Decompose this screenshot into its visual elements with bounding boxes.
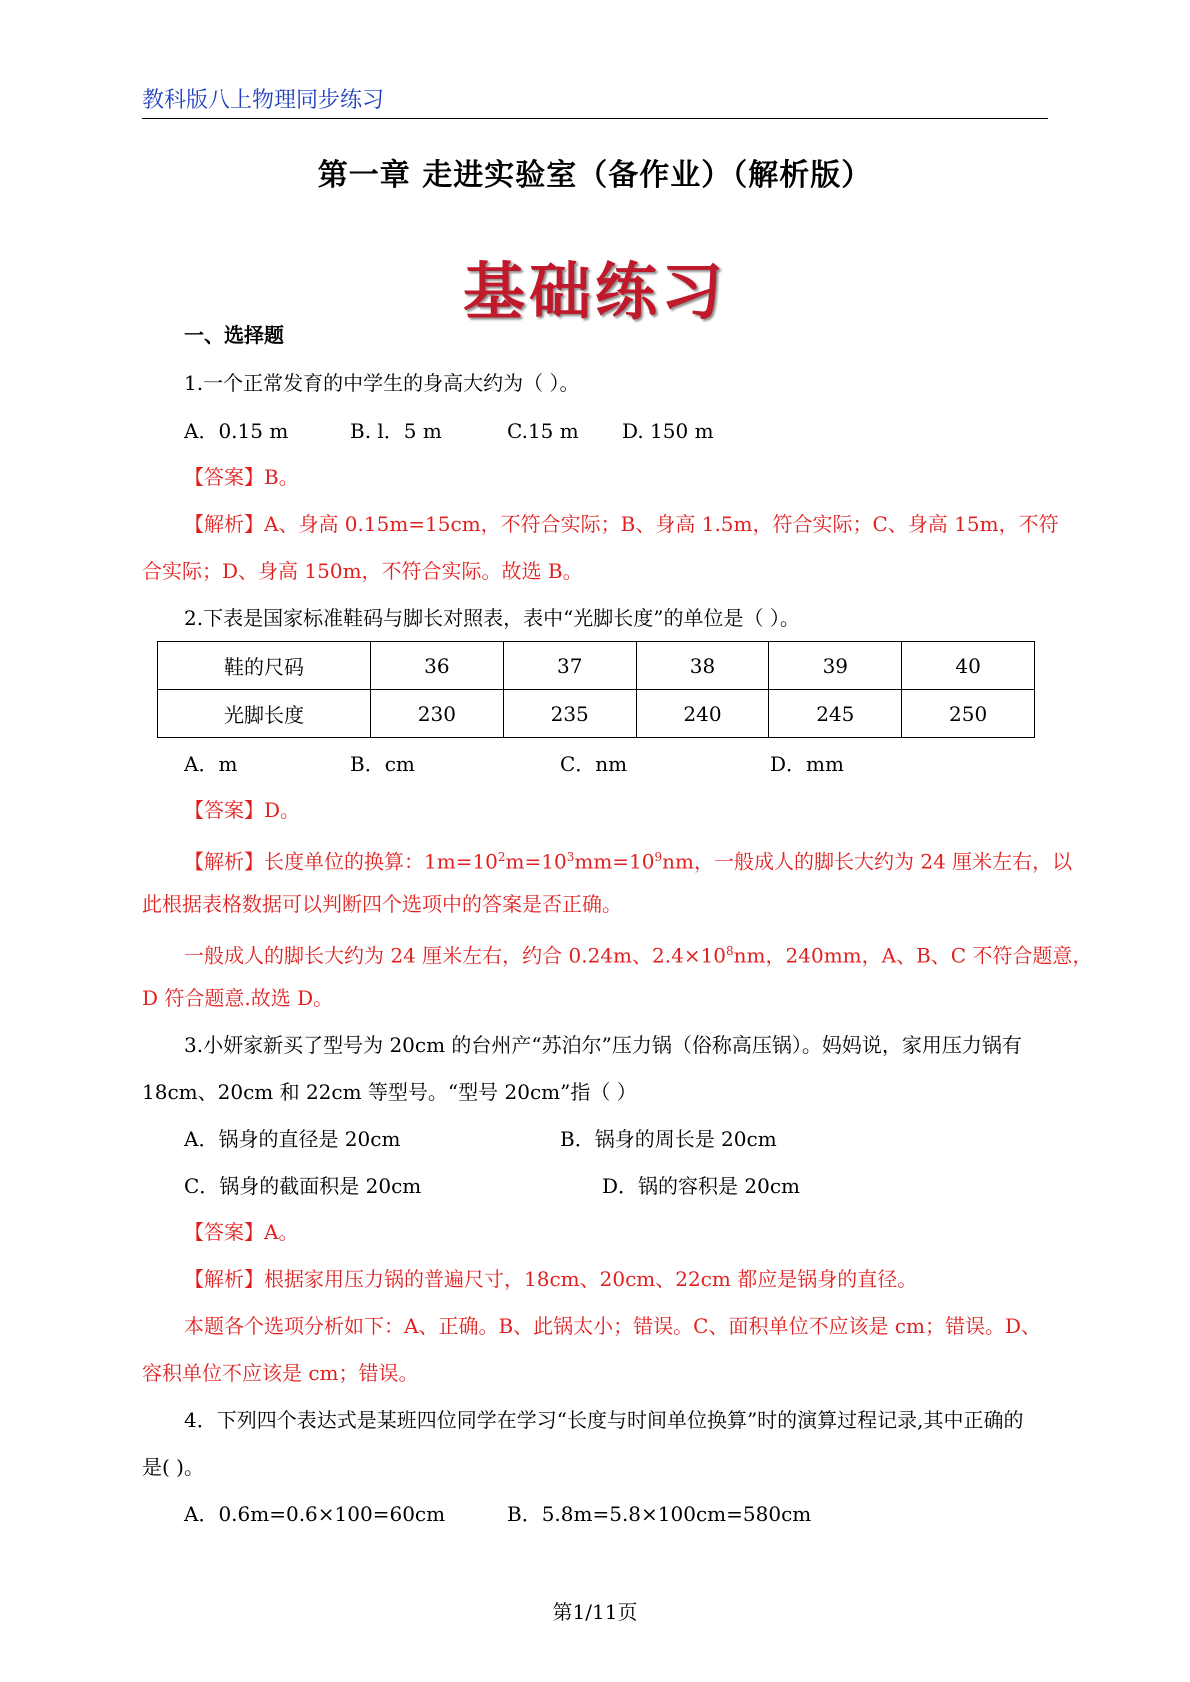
table-cell: 光脚长度: [158, 690, 371, 738]
q1-analysis-line-1: 【解析】A、身高 0.15m=15cm，不符合实际；B、身高 1.5m，符合实际；C、身高 15m，不符: [184, 512, 1059, 536]
q3-analysis-line-3: 容积单位不应该是 cm；错误。: [142, 1361, 419, 1385]
q1-analysis-line-2: 合实际；D、身高 150m，不符合实际。故选 B。: [142, 559, 583, 583]
question-4-stem-line-1: 4．下列四个表达式是某班四位同学在学习“长度与时间单位换算”时的演算过程记录,其中正确的: [184, 1408, 1024, 1432]
q1-answer: 【答案】B。: [184, 465, 299, 489]
analysis-text: 【解析】长度单位的换算：1m=10: [184, 849, 498, 874]
q2-analysis-line-3: [184, 937, 1092, 970]
analysis-text: m=10: [505, 849, 567, 874]
table-cell: 230: [371, 690, 504, 738]
table-cell: 245: [769, 690, 902, 738]
q2-analysis-line-4: D 符合题意.故选 D。: [142, 986, 334, 1010]
shoe-size-table: [157, 641, 1035, 738]
q2-option-d: D．mm: [770, 752, 844, 776]
q4-option-b: B．5.8m=5.8×100cm=580cm: [507, 1502, 812, 1526]
page-header: 教科版八上物理同步练习: [142, 84, 1048, 119]
section-heading: 一、选择题: [184, 323, 284, 347]
table-cell: 39: [769, 642, 902, 690]
q1-option-c: C.15 m: [507, 419, 579, 443]
q2-option-a: A．m: [184, 752, 238, 776]
q3-analysis-line-2: 本题各个选项分析如下：A、正确。B、此锅太小；错误。C、面积单位不应该是 cm；错误。D、: [184, 1314, 1042, 1338]
analysis-text: nm，240mm，A、B、C 不符合题意，: [733, 943, 1093, 968]
table-cell: 鞋的尺码: [158, 642, 371, 690]
question-2-stem: 2.下表是国家标准鞋码与脚长对照表，表中“光脚长度”的单位是（ ）。: [184, 606, 800, 630]
analysis-text: nm，一般成人的脚长大约为 24 厘米左右，以: [662, 849, 1073, 874]
table-cell: 40: [902, 642, 1035, 690]
q2-analysis-line-2: 此根据表格数据可以判断四个选项中的答案是否正确。: [142, 892, 622, 916]
table-row: [158, 642, 1035, 690]
q3-option-a: A．锅身的直径是 20cm: [184, 1127, 401, 1151]
q2-option-c: C．nm: [560, 752, 628, 776]
q3-answer: 【答案】A。: [184, 1220, 299, 1244]
exponent: 9: [654, 850, 663, 864]
table-cell: 37: [503, 642, 636, 690]
analysis-text: mm=10: [574, 849, 655, 874]
q3-option-d: D．锅的容积是 20cm: [602, 1174, 801, 1198]
q4-option-a: A．0.6m=0.6×100=60cm: [184, 1502, 446, 1526]
question-4-stem-line-2: 是( )。: [142, 1455, 204, 1479]
question-3-stem-line-2: 18cm、20cm 和 22cm 等型号。“型号 20cm”指（ ）: [142, 1080, 637, 1104]
q1-option-d: D. 150 m: [622, 419, 714, 443]
analysis-text: 一般成人的脚长大约为 24 厘米左右，约合 0.24m、2.4×10: [184, 943, 727, 968]
q2-analysis-line-1: [184, 843, 1072, 876]
exponent: 8: [726, 944, 734, 958]
q3-option-b: B．锅身的周长是 20cm: [560, 1127, 777, 1151]
table-cell: 36: [371, 642, 504, 690]
table-row: [158, 690, 1035, 738]
section-banner: 基础练习: [462, 255, 727, 328]
chapter-title: 第一章 走进实验室（备作业）（解析版）: [317, 158, 873, 193]
question-3-stem-line-1: 3.小妍家新买了型号为 20cm 的台州产“苏泊尔”压力锅（俗称高压锅）。妈妈说，家用压力锅有: [184, 1033, 1022, 1057]
table-cell: 240: [636, 690, 769, 738]
q2-option-b: B．cm: [350, 752, 415, 776]
table-cell: 38: [636, 642, 769, 690]
q3-option-c: C．锅身的截面积是 20cm: [184, 1174, 422, 1198]
exponent: 3: [566, 850, 575, 864]
question-1-stem: 1.一个正常发育的中学生的身高大约为（ ）。: [184, 371, 580, 395]
q3-analysis-line-1: 【解析】根据家用压力锅的普遍尺寸，18cm、20cm、22cm 都应是锅身的直径。: [184, 1267, 918, 1291]
exponent: 2: [497, 850, 506, 864]
page-number: 第1/11页: [552, 1600, 638, 1624]
table-cell: 235: [503, 690, 636, 738]
table-cell: 250: [902, 690, 1035, 738]
q2-answer: 【答案】D。: [184, 798, 301, 822]
q1-option-a: A．0.15 m: [184, 419, 289, 443]
q1-option-b: B. l．5 m: [350, 419, 442, 443]
